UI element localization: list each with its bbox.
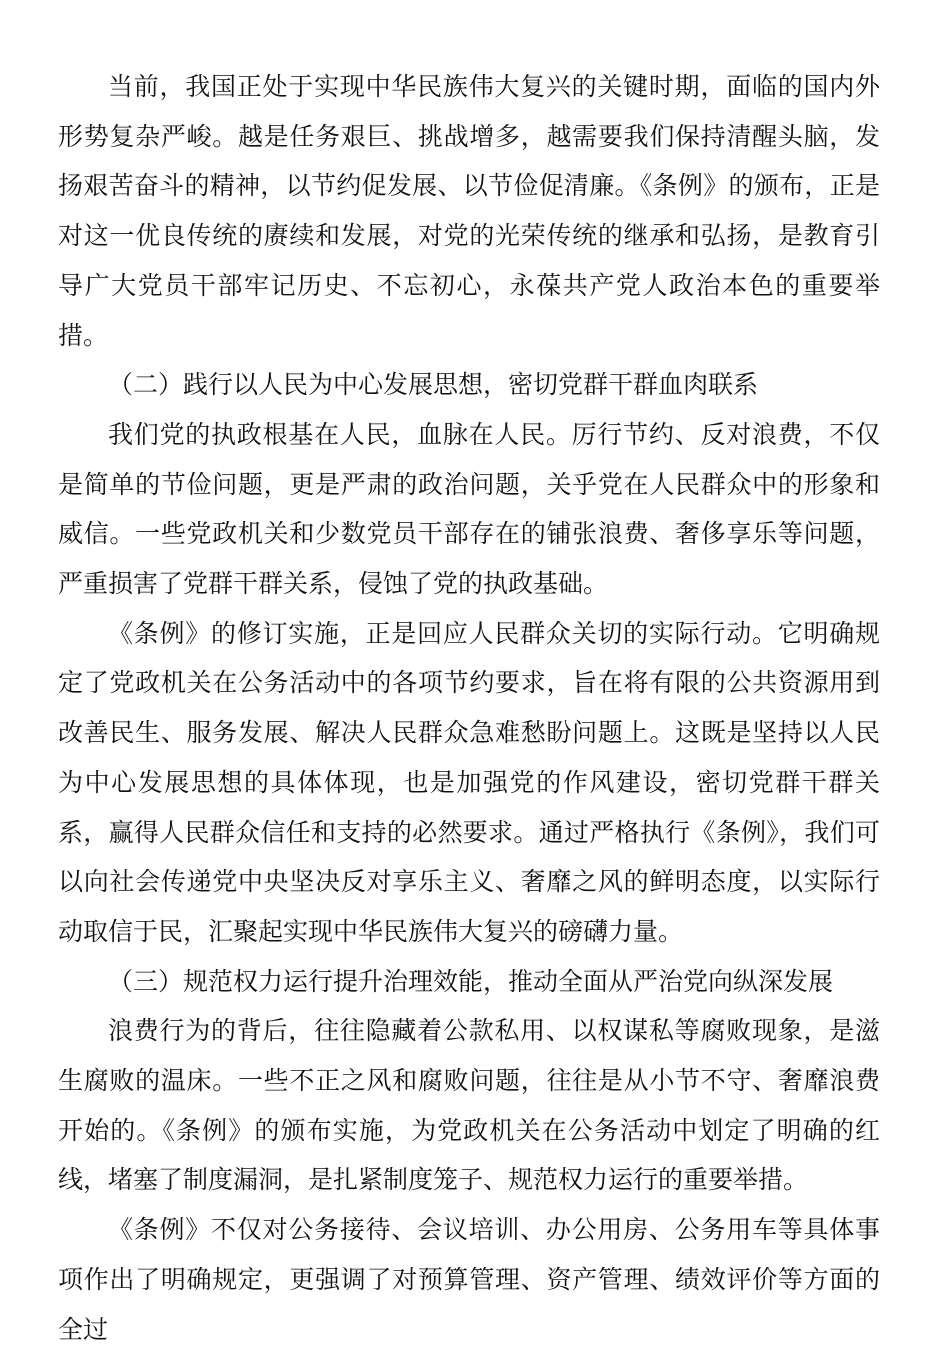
section-heading-2: （二）践行以人民为中心发展思想，密切党群干群血肉联系 — [108, 370, 759, 400]
section-heading-3: （三）规范权力运行提升治理效能，推动全面从严治党向纵深发展 — [108, 966, 834, 996]
paragraph-regulation-revision: 《条例》的修订实施，正是回应人民群众关切的实际行动。它明确规定了党政机关在公务活动中的各项节约要求，旨在将有限的公共资源用到改善民生、服务发展、解决人民群众急难愁盼问题上。这既是坚持以人民为中心发展思想的具体体现，也是加强党的作风建设，密切党群干群关系，赢得人民群众信任和支持的必然要求。通过严格执行《条例》，我们可以向社会传递党中央坚决反对享乐主义、奢靡之风的鲜明态度，以实际行动取信于民，汇聚起实现中华民族伟大复兴的磅礴力量。 — [58, 618, 880, 946]
paragraph-people-foundation: 我们党的执政根基在人民，血脉在人民。厉行节约、反对浪费，不仅是简单的节俭问题，更是严肃的政治问题，关乎党在人民群众中的形象和威信。一些党政机关和少数党员干部存在的铺张浪费、奢侈享乐等问题，严重损害了党群干群关系，侵蚀了党的执政基础。 — [58, 419, 880, 599]
paragraph-waste-corruption: 浪费行为的背后，往往隐藏着公款私用、以权谋私等腐败现象，是滋生腐败的温床。一些不正之风和腐败问题，往往是从小节不守、奢靡浪费开始的。《条例》的颁布实施，为党政机关在公务活动中划定了明确的红线，堵塞了制度漏洞，是扎紧制度笼子、规范权力运行的重要举措。 — [58, 1016, 880, 1195]
paragraph-regulation-scope: 《条例》不仅对公务接待、会议培训、办公用房、公务用车等具体事项作出了明确规定，更强调了对预算管理、资产管理、绩效评价等方面的全过 — [58, 1215, 880, 1344]
document-page — [58, 62, 880, 1354]
paragraph-intro: 当前，我国正处于实现中华民族伟大复兴的关键时期，面临的国内外形势复杂严峻。越是任务艰巨、挑战增多，越需要我们保持清醒头脑，发扬艰苦奋斗的精神，以节约促发展、以节俭促清廉。《条例》的颁布，正是对这一优良传统的赓续和发展，对党的光荣传统的继承和弘扬，是教育引导广大党员干部牢记历史、不忘初心，永葆共产党人政治本色的重要举措。 — [58, 72, 880, 350]
